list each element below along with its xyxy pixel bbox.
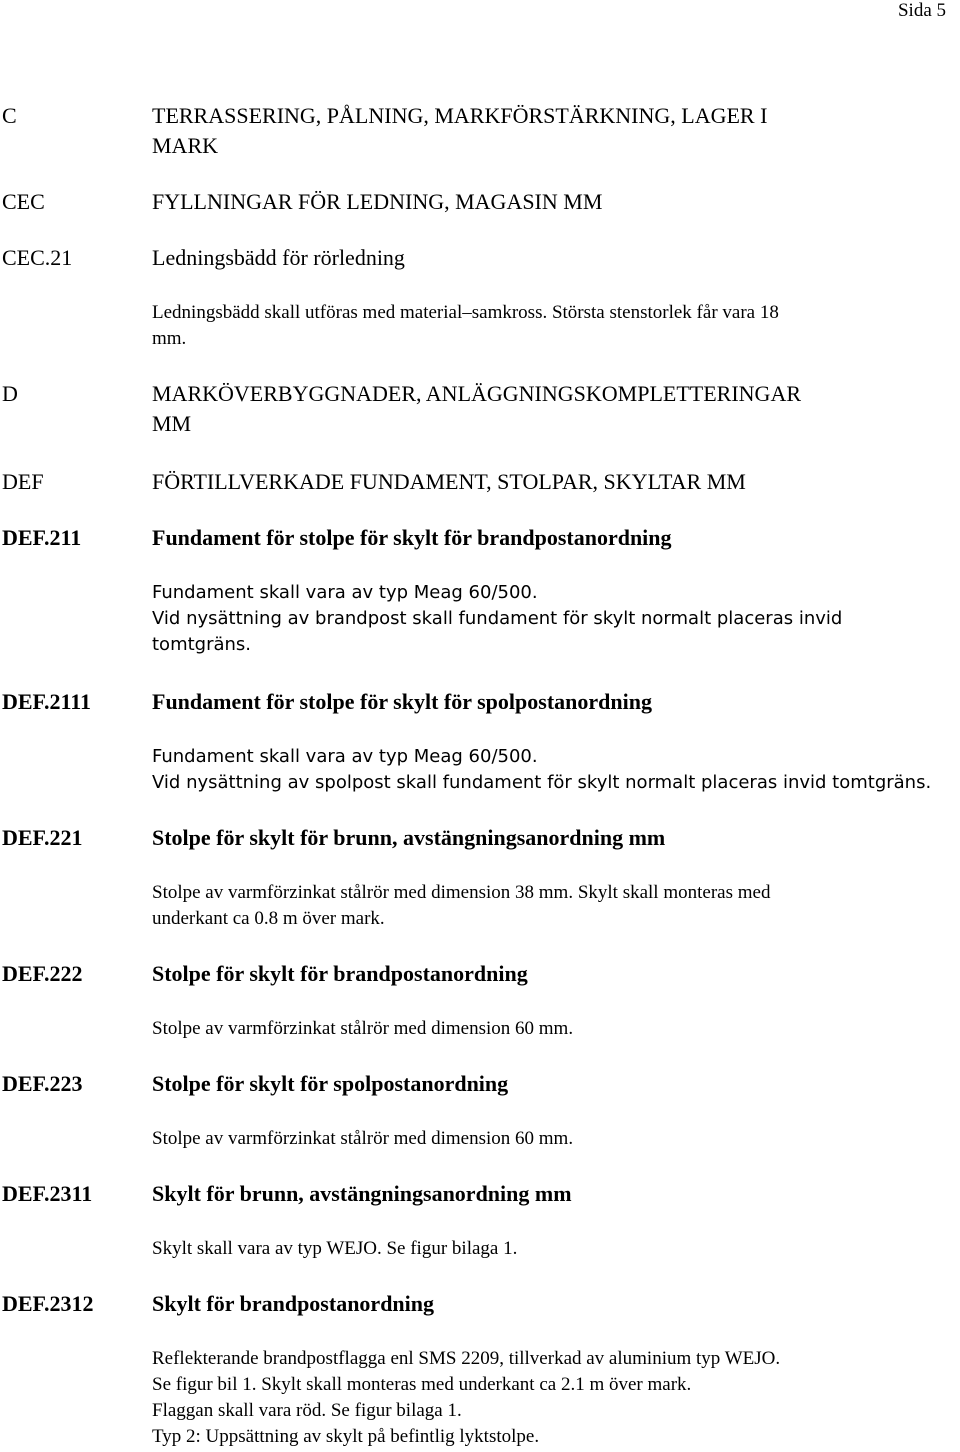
section-title-def211: Fundament för stolpe för skylt för brandpostanordning xyxy=(152,525,672,550)
section-title-def222: Stolpe för skylt för brandpostanordning xyxy=(152,961,528,986)
section-title-def2312: Skylt för brandpostanordning xyxy=(152,1291,435,1316)
section-body-def2311 xyxy=(152,1236,952,1262)
section-code-def2312: DEF.2312 xyxy=(2,1291,94,1316)
body-line: Flaggan skall vara röd. Se figur bilaga 1. xyxy=(152,1400,462,1421)
section-body-def221 xyxy=(152,880,952,932)
body-line: Vid nysättning av spolpost skall fundament för skylt normalt placeras invid tomtgräns. xyxy=(152,772,932,793)
body-line: Fundament skall vara av typ Meag 60/500. xyxy=(152,582,538,603)
section-title-c-line2: MARK xyxy=(152,133,219,158)
section-code-c: C xyxy=(2,103,17,128)
section-title-cec: FYLLNINGAR FÖR LEDNING, MAGASIN MM xyxy=(152,189,603,214)
body-line: Stolpe av varmförzinkat stålrör med dimension 38 mm. Skylt skall monteras med xyxy=(152,882,771,903)
section-code-cec21: CEC.21 xyxy=(2,245,73,270)
section-body-def223 xyxy=(152,1126,952,1152)
section-title-def223: Stolpe för skylt för spolpostanordning xyxy=(152,1071,509,1096)
section-title-c-line1: TERRASSERING, PÅLNING, MARKFÖRSTÄRKNING, LAGER I xyxy=(152,103,768,128)
section-title-d-line1: MARKÖVERBYGGNADER, ANLÄGGNINGSKOMPLETTERINGAR xyxy=(152,381,801,406)
section-code-def223: DEF.223 xyxy=(2,1071,83,1096)
section-title-def: FÖRTILLVERKADE FUNDAMENT, STOLPAR, SKYLTAR MM xyxy=(152,469,746,494)
body-line: Fundament skall vara av typ Meag 60/500. xyxy=(152,746,538,767)
body-line: Stolpe av varmförzinkat stålrör med dimension 60 mm. xyxy=(152,1128,574,1149)
body-line: underkant ca 0.8 m över mark. xyxy=(152,908,385,929)
body-line: Ledningsbädd skall utföras med material–samkross. Största stenstorlek får vara 18 xyxy=(152,302,779,323)
section-title-def2111: Fundament för stolpe för skylt för spolpostanordning xyxy=(152,689,652,714)
section-code-d: D xyxy=(2,381,18,406)
section-body-def222 xyxy=(152,1016,952,1042)
section-code-def2111: DEF.2111 xyxy=(2,689,92,714)
section-body-cec21 xyxy=(152,300,952,352)
section-title-cec21: Ledningsbädd för rörledning xyxy=(152,245,405,270)
body-line: tomtgräns. xyxy=(152,634,252,655)
section-code-def222: DEF.222 xyxy=(2,961,83,986)
body-line: Se figur bil 1. Skylt skall monteras med underkant ca 2.1 m över mark. xyxy=(152,1374,692,1395)
section-code-def2311: DEF.2311 xyxy=(2,1181,93,1206)
body-line: Typ 2: Uppsättning av skylt på befintlig lyktstolpe. xyxy=(152,1426,540,1447)
section-title-d-line2: MM xyxy=(152,411,192,436)
body-line: Reflekterande brandpostflagga enl SMS 2209, tillverkad av aluminium typ WEJO. xyxy=(152,1348,781,1369)
section-code-cec: CEC xyxy=(2,189,45,214)
section-code-def: DEF xyxy=(2,469,44,494)
body-line: Stolpe av varmförzinkat stålrör med dimension 60 mm. xyxy=(152,1018,574,1039)
section-code-def211: DEF.211 xyxy=(2,525,82,550)
section-title-def2311: Skylt för brunn, avstängningsanordning mm xyxy=(152,1181,572,1206)
section-title-def221: Stolpe för skylt för brunn, avstängningsanordning mm xyxy=(152,825,666,850)
body-line: mm. xyxy=(152,328,187,349)
section-body-def211 xyxy=(152,580,952,658)
page-number: Sida 5 xyxy=(897,0,946,21)
section-body-def2312 xyxy=(152,1346,952,1450)
section-body-def2111 xyxy=(152,744,952,796)
body-line: Skylt skall vara av typ WEJO. Se figur bilaga 1. xyxy=(152,1238,518,1259)
body-line: Vid nysättning av brandpost skall fundament för skylt normalt placeras invid xyxy=(152,608,843,629)
section-code-def221: DEF.221 xyxy=(2,825,83,850)
